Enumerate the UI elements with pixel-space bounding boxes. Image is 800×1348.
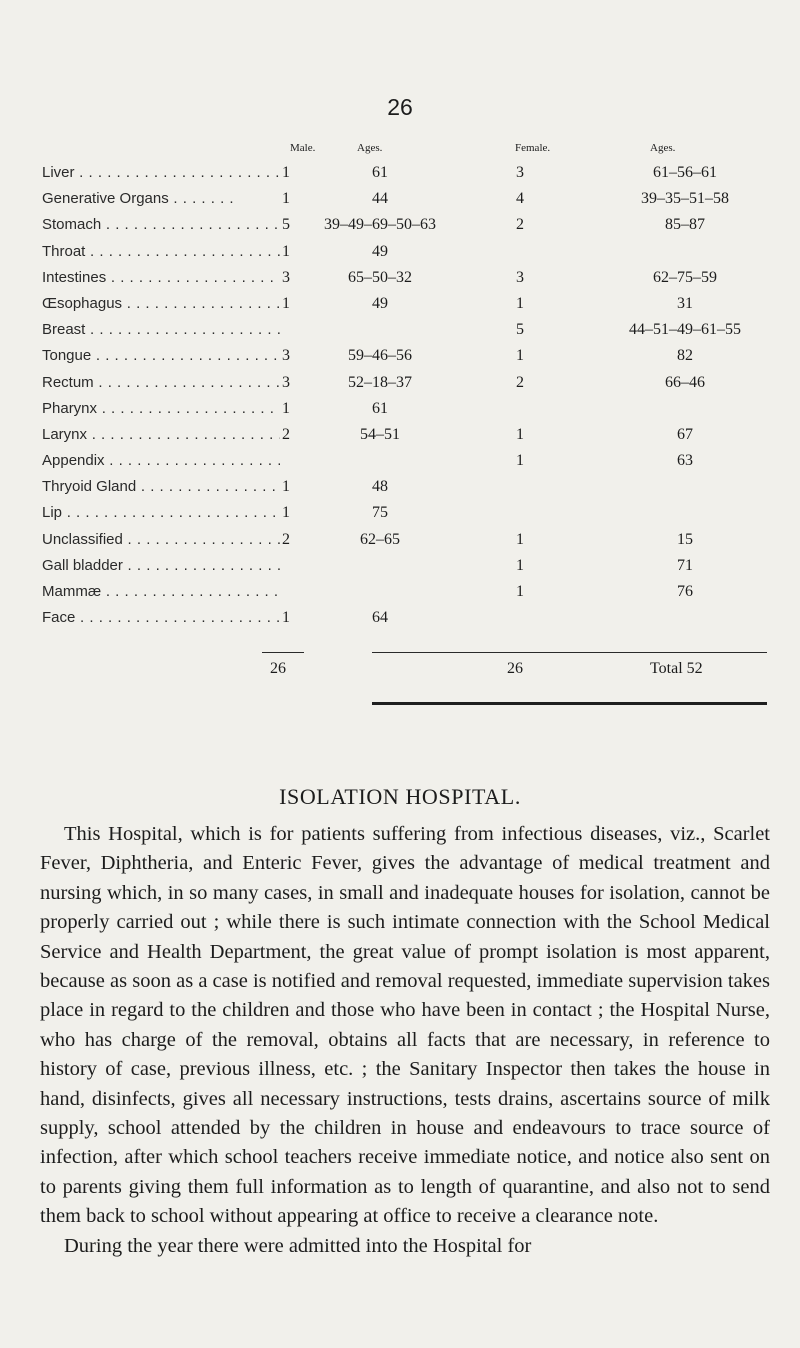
table-header bbox=[0, 142, 800, 158]
female-count: 2 bbox=[516, 216, 524, 234]
male-count: 3 bbox=[282, 347, 290, 365]
male-count: 1 bbox=[282, 294, 290, 312]
total-male: 26 bbox=[270, 660, 286, 677]
row-label: Generative Organs . . . bbox=[42, 186, 280, 212]
body-text bbox=[40, 820, 770, 1261]
row-label: Lip . . . bbox=[42, 500, 280, 526]
female-ages: 61–56–61 bbox=[653, 164, 717, 181]
table-row bbox=[0, 291, 800, 317]
female-count: 1 bbox=[516, 294, 524, 312]
row-label: Throat . . . bbox=[42, 239, 280, 265]
female-ages: 71 bbox=[677, 556, 693, 574]
header-male: Male. bbox=[290, 142, 316, 154]
female-count: 3 bbox=[516, 164, 524, 181]
row-label: Appendix . . . bbox=[42, 448, 280, 474]
female-count: 1 bbox=[516, 530, 524, 548]
row-label: Gall bladder . . . bbox=[42, 553, 280, 579]
male-ages: 61 bbox=[372, 399, 388, 417]
row-label: Intestines . . . bbox=[42, 265, 280, 291]
male-count: 1 bbox=[282, 164, 290, 181]
total-female: 26 bbox=[507, 660, 523, 677]
header-female: Female. bbox=[515, 142, 551, 154]
row-label: Liver . . . bbox=[42, 160, 280, 186]
male-ages: 62–65 bbox=[360, 530, 400, 548]
male-ages: 59–46–56 bbox=[348, 347, 412, 365]
female-ages: 66–46 bbox=[665, 373, 705, 391]
male-ages: 49 bbox=[372, 294, 388, 312]
female-ages: 62–75–59 bbox=[653, 268, 717, 286]
male-count: 2 bbox=[282, 425, 290, 443]
row-label: Thryoid Gland . . . bbox=[42, 474, 280, 500]
female-ages: 39–35–51–58 bbox=[641, 190, 729, 208]
row-label: Larynx . . . bbox=[42, 422, 280, 448]
table-row bbox=[0, 527, 800, 553]
table-row bbox=[0, 579, 800, 605]
table-row bbox=[0, 448, 800, 474]
row-label: Breast . . . bbox=[42, 317, 280, 343]
female-ages: 76 bbox=[677, 583, 693, 600]
table-row bbox=[0, 370, 800, 396]
row-label: Unclassified . . . bbox=[42, 527, 280, 553]
table-row bbox=[0, 186, 800, 212]
female-count: 1 bbox=[516, 556, 524, 574]
table-row bbox=[0, 239, 800, 265]
paragraph: This Hospital, which is for patients suffering from infectious diseases, viz., Scarlet Fever, Diphtheria, and Enteric Fever, gives the advantage of medical treatment and nursing which, in so many cases, in small and inadequate houses for isolation, cannot be properly carried out ; while there is such intimate connection with the School Medical Service and Health Department, the great value of prompt isolation is most apparent, because as soon as a case is notified and removal requested, immediate supervision takes place in regard to the children and those who have been in contact ; the Hospital Nurse, who has charge of the removal, obtains all facts that are necessary, in reference to history of case, previous illness, etc. ; the Sanitary Inspector then takes the house in hand, disinfects, gives all necessary instructions, tests drains, ascertains source of milk supply, school attended by the children in house and endeavours to trace source of infection, after which school teachers receive immediate notice, and notice also sent on to parents giving them full information as to length of quarantine, and also not to send them back to school without appearing at office to receive a clearance note. bbox=[40, 823, 770, 1228]
female-ages: 82 bbox=[677, 347, 693, 365]
female-total-rule bbox=[372, 652, 767, 653]
row-label: Tongue . . . bbox=[42, 343, 280, 369]
female-count: 3 bbox=[516, 268, 524, 286]
double-rule bbox=[372, 702, 767, 705]
male-ages: 65–50–32 bbox=[348, 268, 412, 286]
female-count: 2 bbox=[516, 373, 524, 391]
male-ages: 54–51 bbox=[360, 425, 400, 443]
male-ages: 48 bbox=[372, 478, 388, 496]
table-row bbox=[0, 553, 800, 579]
table-row bbox=[0, 605, 800, 631]
male-ages: 52–18–37 bbox=[348, 373, 412, 391]
grand-total: Total 52 bbox=[650, 660, 703, 677]
header-ages-male: Ages. bbox=[357, 142, 383, 154]
female-count: 1 bbox=[516, 583, 524, 600]
table-row bbox=[0, 396, 800, 422]
female-count: 1 bbox=[516, 425, 524, 443]
female-ages: 85–87 bbox=[665, 216, 705, 234]
row-label: Stomach . . . bbox=[42, 212, 280, 238]
table-row bbox=[0, 500, 800, 526]
table-row bbox=[0, 343, 800, 369]
totals-row bbox=[0, 660, 800, 686]
female-ages: 44–51–49–61–55 bbox=[629, 321, 741, 339]
male-count: 1 bbox=[282, 190, 290, 208]
male-count: 1 bbox=[282, 242, 290, 260]
male-total-rule bbox=[262, 652, 304, 653]
male-count: 2 bbox=[282, 530, 290, 548]
table-row bbox=[0, 212, 800, 238]
row-label: Œsophagus . . . bbox=[42, 291, 280, 317]
row-label: Mammæ . . . bbox=[42, 579, 280, 605]
section-heading: ISOLATION HOSPITAL. bbox=[279, 784, 521, 809]
page-number: 26 bbox=[387, 94, 413, 120]
table-row bbox=[0, 422, 800, 448]
female-ages: 15 bbox=[677, 530, 693, 548]
male-ages: 64 bbox=[372, 609, 388, 627]
male-count: 3 bbox=[282, 268, 290, 286]
male-ages: 49 bbox=[372, 242, 388, 260]
male-count: 3 bbox=[282, 373, 290, 391]
header-ages-female: Ages. bbox=[650, 142, 676, 154]
table-row bbox=[0, 474, 800, 500]
female-count: 1 bbox=[516, 452, 524, 470]
paragraph: During the year there were admitted into the Hospital for bbox=[64, 1234, 532, 1257]
male-count: 1 bbox=[282, 399, 290, 417]
male-count: 1 bbox=[282, 504, 290, 522]
table-row bbox=[0, 265, 800, 291]
male-ages: 44 bbox=[372, 190, 388, 208]
male-count: 1 bbox=[282, 609, 290, 627]
female-count: 4 bbox=[516, 190, 524, 208]
male-count: 5 bbox=[282, 216, 290, 234]
female-ages: 63 bbox=[677, 452, 693, 470]
table-row bbox=[0, 317, 800, 343]
male-ages: 75 bbox=[372, 504, 388, 522]
male-ages: 61 bbox=[372, 164, 388, 181]
female-ages: 31 bbox=[677, 294, 693, 312]
row-label: Pharynx . . . bbox=[42, 396, 280, 422]
female-count: 5 bbox=[516, 321, 524, 339]
male-count: 1 bbox=[282, 478, 290, 496]
table-row bbox=[0, 160, 800, 186]
female-ages: 67 bbox=[677, 425, 693, 443]
female-count: 1 bbox=[516, 347, 524, 365]
row-label: Face . . . bbox=[42, 605, 280, 631]
male-ages: 39–49–69–50–63 bbox=[324, 216, 436, 234]
row-label: Rectum . . . bbox=[42, 370, 280, 396]
cancer-cases-table bbox=[0, 160, 800, 631]
